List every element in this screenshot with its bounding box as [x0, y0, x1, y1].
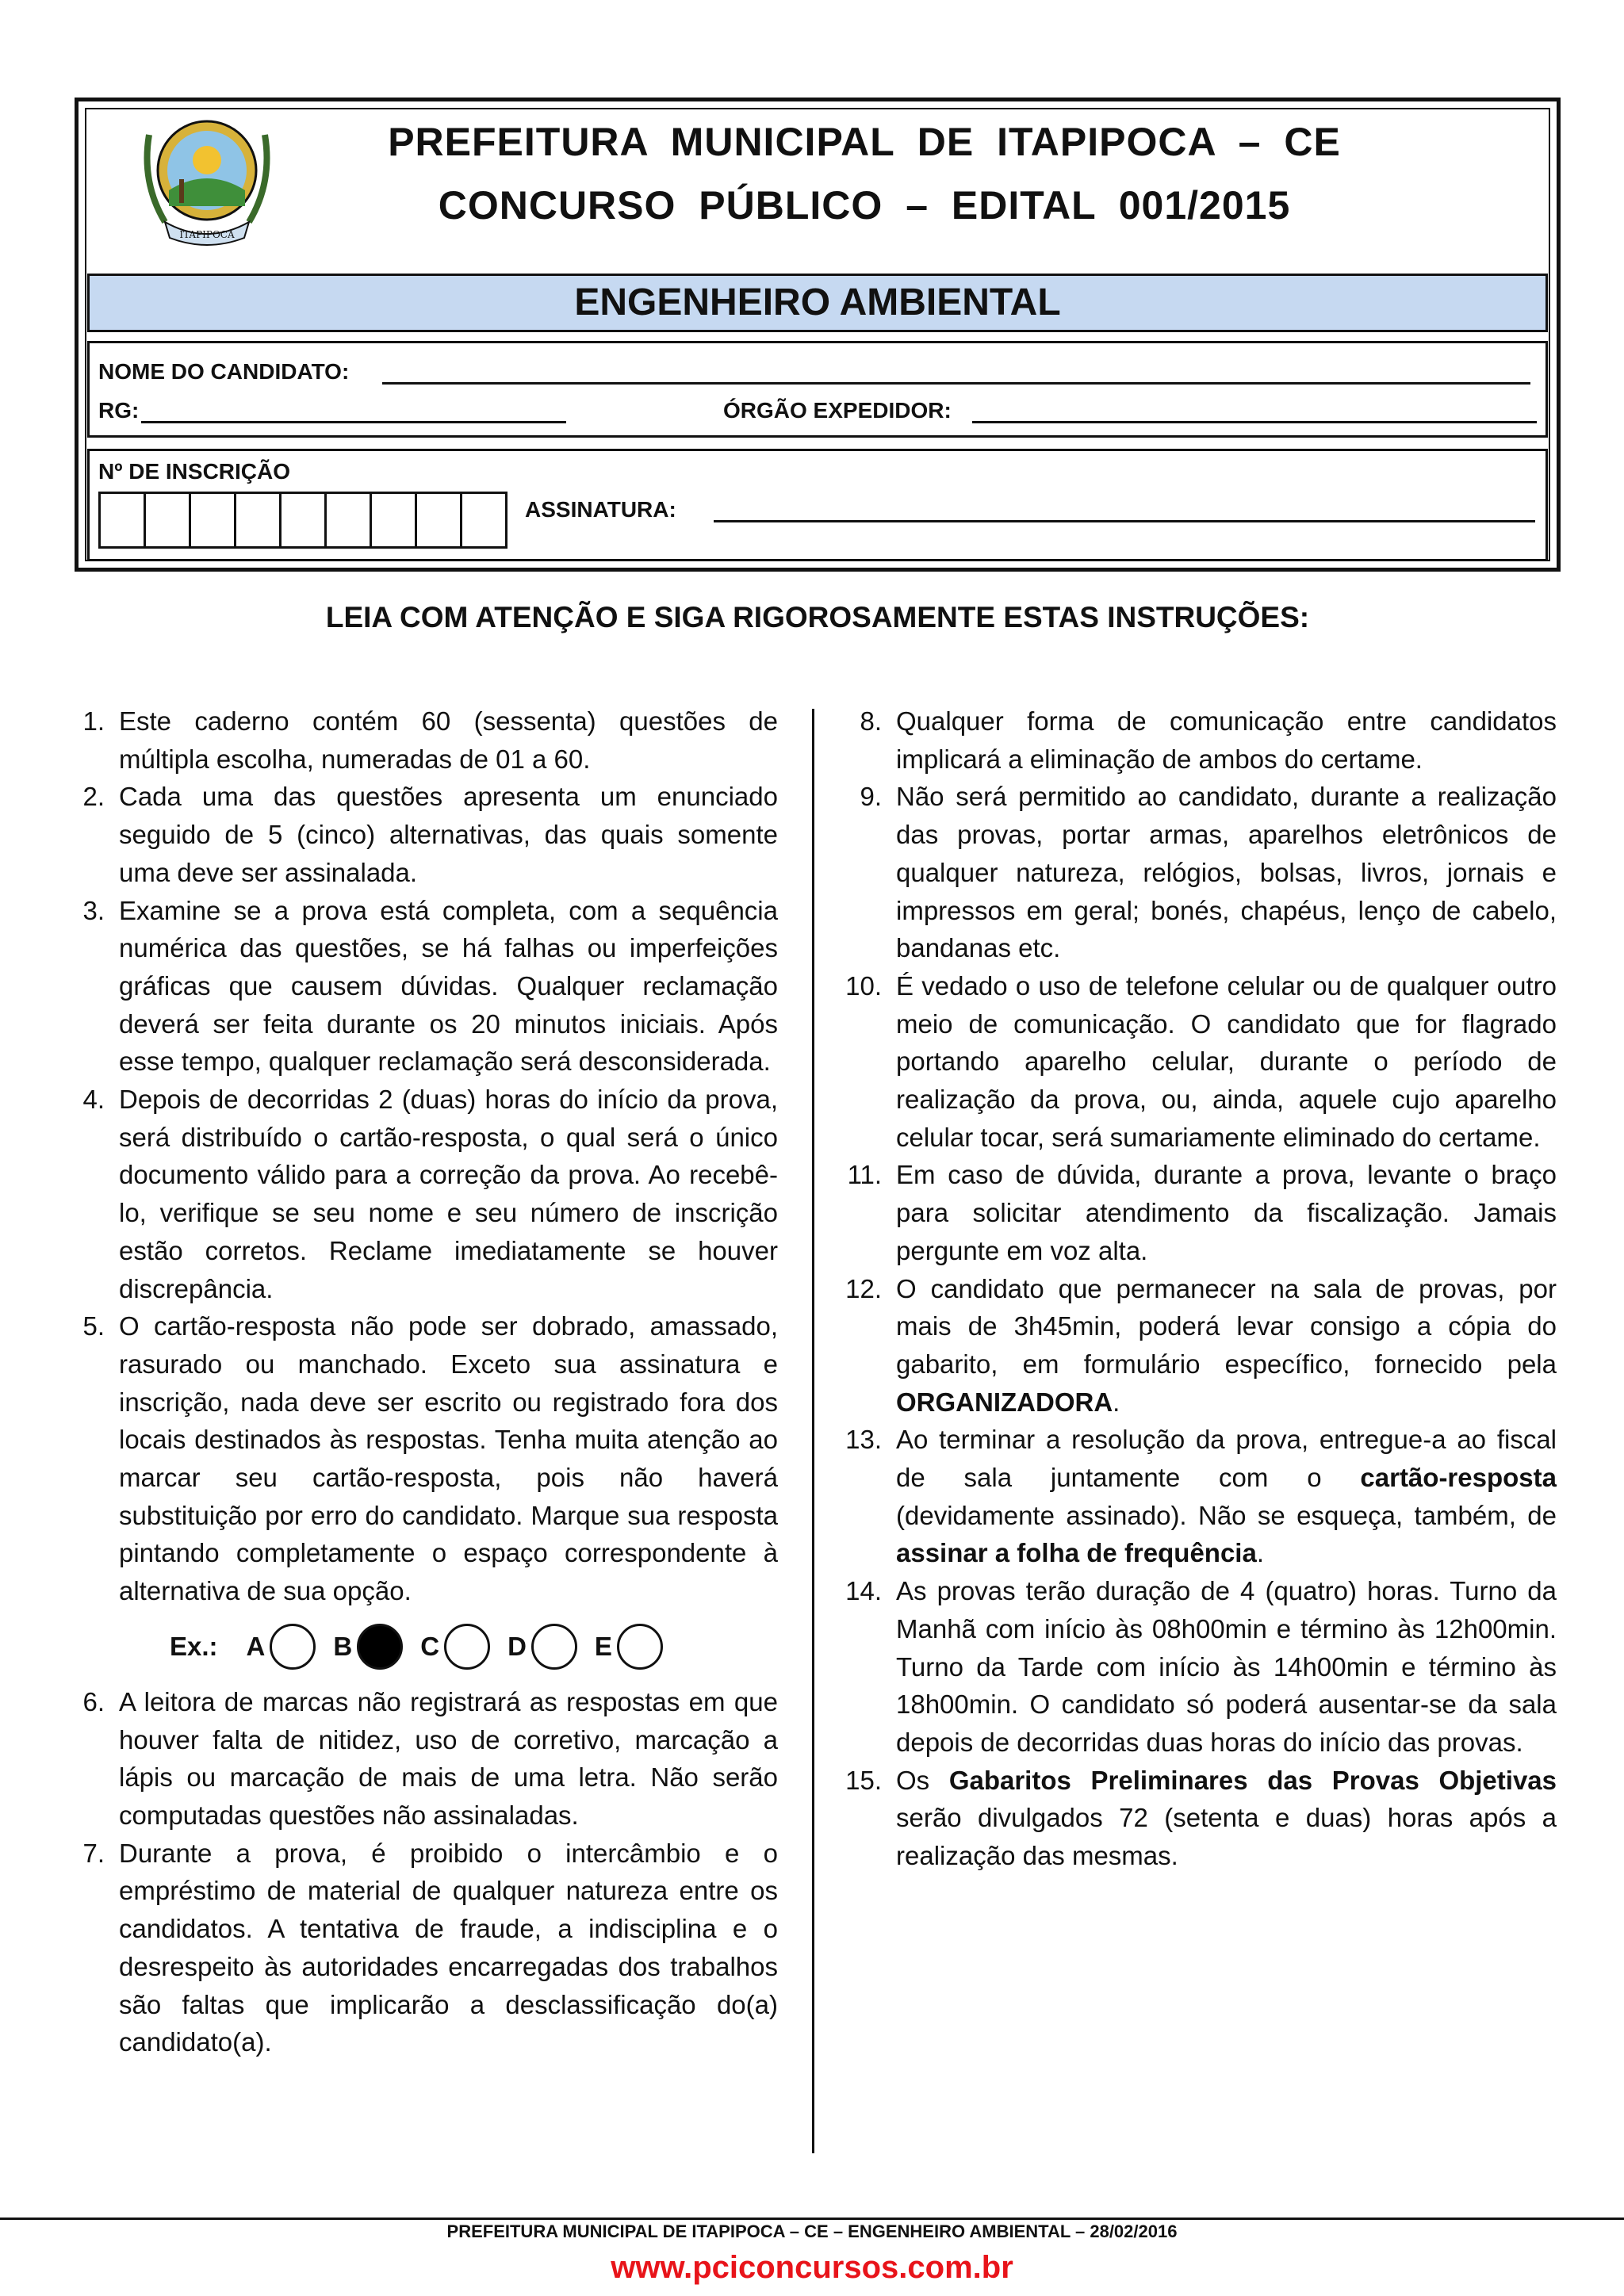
instruction-item: 10. É vedado o uso de telefone celular ou de qualquer outro meio de comunicação. O candidato que for flagrado portando aparelho celular, durante o período de realização da prova, ou, ainda, aquele cujo aparelho celular tocar, será sumariamente eliminado do certame.: [845, 970, 1557, 1152]
header-title-line2: CONCURSO PÚBLICO – EDITAL 001/2015: [438, 183, 1291, 228]
instruction-item: 8. Qualquer forma de comunicação entre candidatos implicará a eliminação de ambos do certame.: [860, 706, 1557, 774]
candidate-name-field[interactable]: [382, 360, 1530, 385]
rg-field[interactable]: [141, 399, 566, 423]
instructions-right-column: [841, 702, 1557, 1875]
instruction-item: 12. O candidato que permanecer na sala de provas, por mais de 3h45min, poderá levar consigo a cópia do gabarito, em formulário específico, fornecido pela ORGANIZADORA.: [845, 1273, 1557, 1417]
instructions-title: LEIA COM ATENÇÃO E SIGA RIGOROSAMENTE ESTAS INSTRUÇÕES:: [325, 601, 1310, 633]
answer-mark-example: [68, 1610, 778, 1683]
column-divider: [812, 709, 814, 2153]
instruction-item: 9. Não será permitido ao candidato, durante a realização das provas, portar armas, aparelhos eletrônicos de qualquer natureza, relógios, bolsas, livros, jornais e impressos em geral; bonés, chapéus, lenço de cabelo, bandanas etc.: [860, 782, 1557, 963]
instruction-item: 3. Examine se a prova está completa, com a sequência numérica das questões, se há falhas ou imperfeições gráficas que causem dúvidas. Qualquer reclamação deverá ser feita durante os 20 minutos iniciais. Após esse tempo, qualquer reclamação será desconsiderada.: [82, 895, 778, 1077]
example-label: Ex.:: [170, 1632, 218, 1662]
candidate-name-label: NOME DO CANDIDATO:: [98, 359, 350, 384]
city-coat-of-arms-logo: [133, 111, 281, 258]
instruction-item: 11. Em caso de dúvida, durante a prova, levante o braço para solicitar atendimento da fiscalização. Jamais pergunte em voz alta.: [847, 1160, 1557, 1265]
inscription-label: Nº DE INSCRIÇÃO: [98, 459, 291, 484]
empty-bubble-icon: [444, 1624, 490, 1670]
instruction-item: 1. Este caderno contém 60 (sessenta) questões de múltipla escolha, numeradas de 01 a 60.: [82, 706, 778, 774]
logo-text: ITAPIPOCA: [179, 229, 235, 240]
instruction-item: 14. As provas terão duração de 4 (quatro) horas. Turno da Manhã com início às 08h00min e término às 12h00min. Turno da Tarde com início às 14h00min e término às 18h00min. O candidato só poderá ausentar-se da sala depois de decorridas duas horas do início das provas.: [845, 1576, 1557, 1757]
example-option-c: C: [420, 1624, 490, 1670]
inscription-number-cells[interactable]: [98, 492, 508, 549]
example-option-d: D: [508, 1624, 577, 1670]
exam-title: ENGENHEIRO AMBIENTAL: [87, 274, 1548, 332]
signature-label: ASSINATURA:: [525, 497, 676, 522]
instruction-item: 7. Durante a prova, é proibido o intercâmbio e o empréstimo de material de qualquer natureza entre os candidatos. A tentativa de fraude, a indisciplina e o desrespeito às autoridades encarregadas dos trabalhos são faltas que implicarão a desclassificação do(a) candidato(a).: [82, 1838, 778, 2057]
instruction-item: 2. Cada uma das questões apresenta um enunciado seguido de 5 (cinco) alternativas, das quais somente uma deve ser assinalada.: [82, 782, 778, 887]
website-link[interactable]: www.pciconcursos.com.br: [611, 2250, 1013, 2285]
example-option-b: B: [333, 1624, 403, 1670]
rg-label: RG:: [98, 398, 140, 423]
empty-bubble-icon: [531, 1624, 577, 1670]
orgao-expedidor-field[interactable]: [972, 399, 1537, 423]
header-title-line1: PREFEITURA MUNICIPAL DE ITAPIPOCA – CE: [388, 120, 1341, 164]
example-option-e: E: [595, 1624, 663, 1670]
example-option-a: A: [247, 1624, 316, 1670]
instruction-item: 6. A leitora de marcas não registrará as respostas em que houver falta de nitidez, uso de corretivo, marcação a lápis ou marcação de mais de uma letra. Não serão computadas questões não assinaladas.: [82, 1686, 778, 1830]
instructions-left-column: [68, 702, 778, 2061]
empty-bubble-icon: [270, 1624, 316, 1670]
footer-text: PREFEITURA MUNICIPAL DE ITAPIPOCA – CE – ENGENHEIRO AMBIENTAL – 28/02/2016: [446, 2221, 1178, 2241]
instruction-item: 13. Ao terminar a resolução da prova, entregue-a ao fiscal de sala juntamente com o cartão-resposta (devidamente assinado). Não se esqueça, também, de assinar a folha de frequência.: [845, 1425, 1557, 1568]
empty-bubble-icon: [617, 1624, 663, 1670]
instruction-item: 15. Os Gabaritos Preliminares das Provas Objetivas serão divulgados 72 (setenta e duas) horas após a realização das mesmas.: [845, 1765, 1557, 1871]
instruction-item: 5. O cartão-resposta não pode ser dobrado, amassado, rasurado ou manchado. Exceto sua assinatura e inscrição, nada deve ser escrito ou registrado fora dos locais destinados às respostas. Tenha muita atenção ao marcar seu cartão-resposta, pois não haverá substituição por erro do candidato. Marque sua resposta pintando completamente o espaço correspondente à alternativa de sua opção.: [82, 1311, 778, 1606]
footer-rule: [0, 2218, 1624, 2220]
filled-bubble-icon: [357, 1624, 403, 1670]
signature-field[interactable]: [714, 498, 1535, 522]
orgao-expedidor-label: ÓRGÃO EXPEDIDOR:: [723, 398, 952, 423]
instruction-item: 4. Depois de decorridas 2 (duas) horas do início da prova, será distribuído o cartão-resposta, o qual será o único documento válido para a correção da prova. Ao recebê-lo, verifique se seu nome e seu número de inscrição estão corretos. Reclame imediatamente se houver discrepância.: [82, 1085, 778, 1303]
